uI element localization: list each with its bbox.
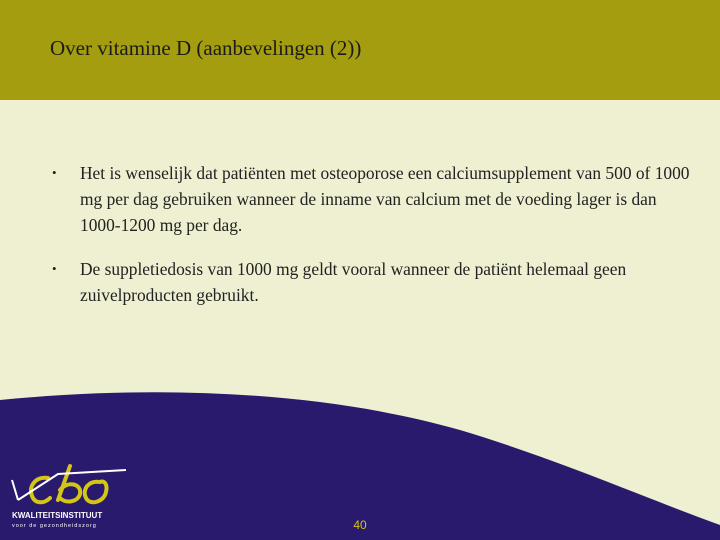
cbo-logo	[8, 460, 133, 532]
bullet-marker: •	[52, 165, 57, 180]
bullet-text: Het is wenselijk dat patiënten met osteoporose een calciumsupplement van 500 of 1000 mg per dag gebruiken wanneer de inname van calcium met de voeding lager is dan 1000-1200 mg per dag.	[80, 163, 690, 235]
logo-tagline: voor de gezondheidszorg	[12, 523, 97, 529]
bullet-item	[52, 160, 692, 238]
page-number: 40	[353, 518, 367, 532]
bullet-text: De suppletiedosis van 1000 mg geldt vooral wanneer de patiënt helemaal geen zuivelproducten gebruikt.	[80, 259, 627, 305]
slide-title: Over vitamine D (aanbevelingen (2))	[50, 36, 362, 60]
logo-name: KWALITEITSINSTITUUT	[12, 511, 103, 520]
bullet-marker: •	[52, 261, 57, 276]
bullet-item	[52, 256, 692, 308]
bullet-list	[52, 160, 692, 326]
title-bar	[0, 0, 720, 100]
